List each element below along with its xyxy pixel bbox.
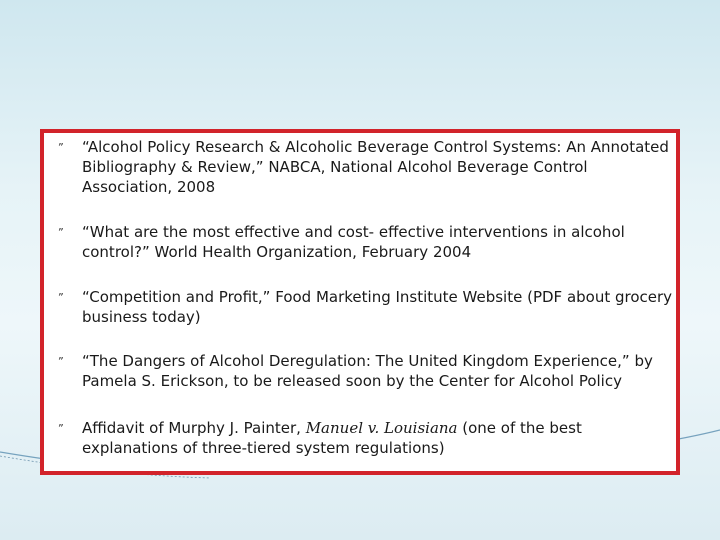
list-item	[58, 351, 678, 391]
list-item	[58, 287, 678, 327]
reference-text: “Alcohol Policy Research & Alcoholic Beverage Control Systems: An Annotated Bibliography & Review,” NABCA, National Alcohol Beverage Control Association, 2008	[82, 138, 669, 196]
references-frame	[40, 129, 680, 475]
list-item	[58, 418, 678, 458]
case-name: Manuel v. Louisiana	[305, 419, 458, 437]
bullet-icon: ”	[58, 291, 64, 304]
list-item	[58, 222, 678, 262]
reference-text	[82, 419, 582, 457]
reference-text: “The Dangers of Alcohol Deregulation: The United Kingdom Experience,” by Pamela S. Erickson, to be released soon by the Center for Alcohol Policy	[82, 352, 653, 390]
list-item	[58, 137, 678, 197]
reference-text-before: Affidavit of Murphy J. Painter,	[82, 419, 306, 437]
reference-text-after: (one of the best explanations of three-tiered system regulations)	[82, 419, 582, 457]
bullet-icon: ”	[58, 355, 64, 368]
bullet-icon: ”	[58, 422, 64, 435]
reference-text: “What are the most effective and cost- effective interventions in alcohol control?” World Health Organization, February 2004	[82, 223, 625, 261]
bullet-icon: ”	[58, 226, 64, 239]
bullet-icon: ”	[58, 141, 64, 154]
reference-text: “Competition and Profit,” Food Marketing Institute Website (PDF about grocery business today)	[82, 288, 673, 326]
